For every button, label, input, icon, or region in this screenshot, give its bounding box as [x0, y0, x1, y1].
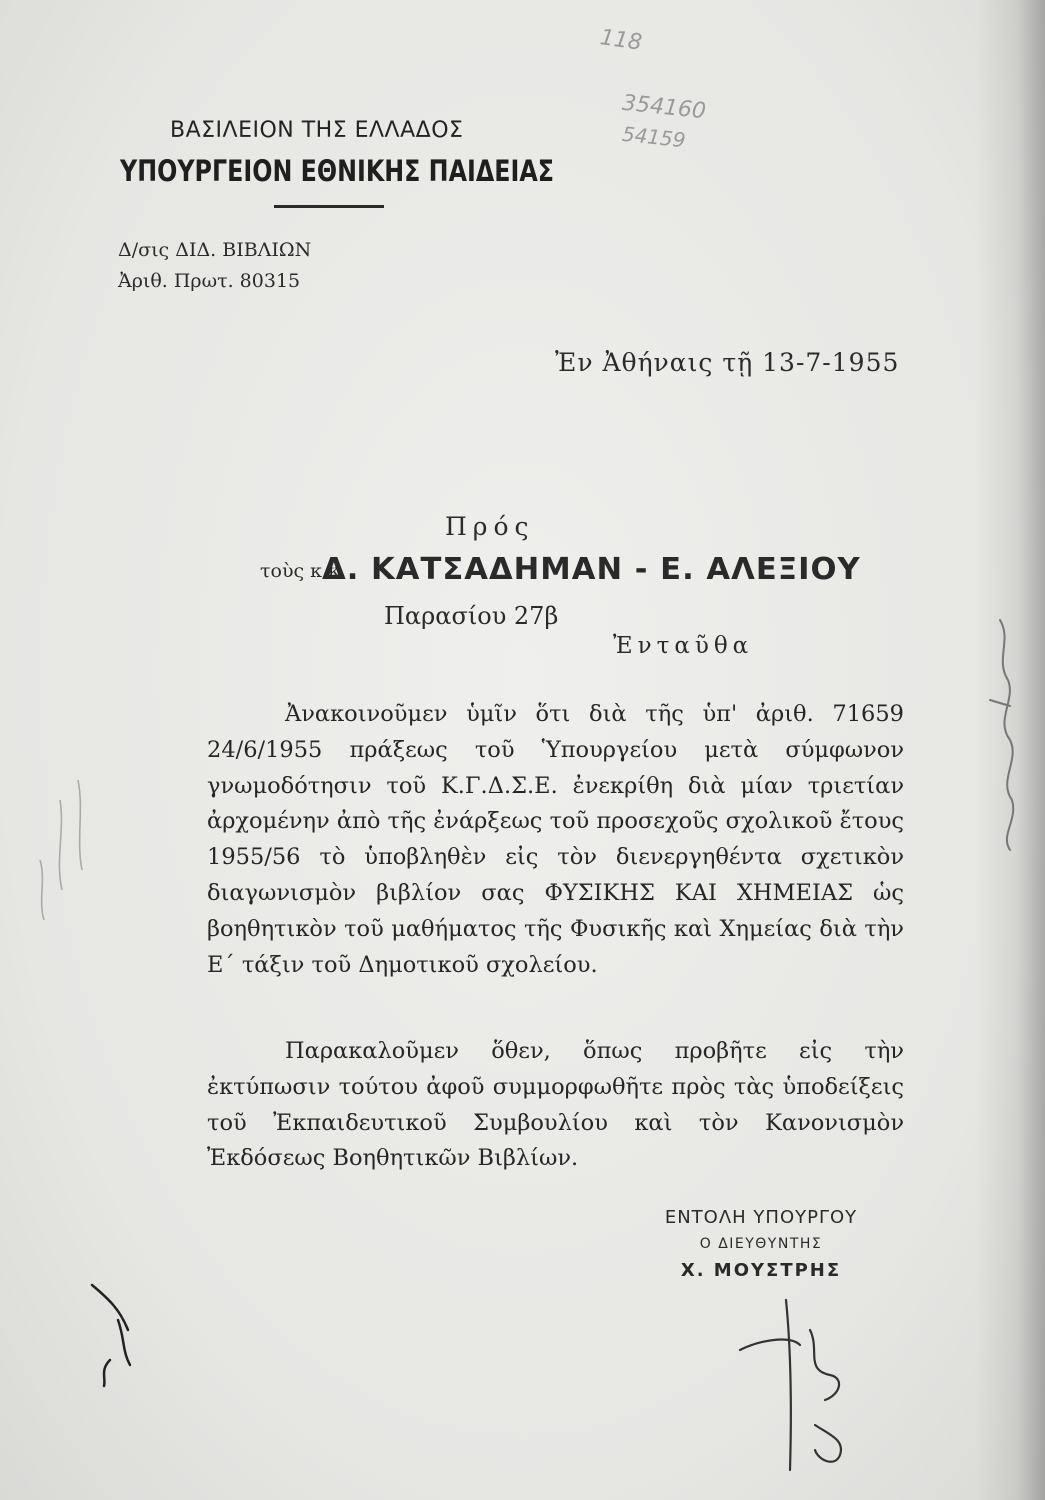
- letterhead-ministry: ΥΠΟΥΡΓΕΙΟΝ ΕΘΝΙΚΗΣ ΠΑΙΔΕΙΑΣ: [120, 154, 554, 188]
- signature-order-line: ΕΝΤΟΛΗ ΥΠΟΥΡΓΟΥ: [664, 1207, 858, 1228]
- reference-protocol: Ἀριθ. Πρωτ. 80315: [118, 270, 301, 292]
- left-margin-notes: [40, 780, 82, 920]
- signature-name: Χ. ΜΟΥΣΤΡΗΣ: [680, 1260, 842, 1281]
- body-paragraph-2-text: Παρακαλοῦμεν ὅθεν, ὅπως προβῆτε εἰς τὴν ἐκτύπωσιν τούτου ἀφοῦ συμμορφωθῆτε πρὸς τὰς ὑποδείξεις τοῦ Ἐκπαιδευτικοῦ Συμβουλίου καὶ τὸν Κανονισμὸν Ἐκδόσεως Βοηθητικῶν Βιβλίων.: [207, 1038, 904, 1172]
- pen-signature: [740, 1300, 841, 1470]
- recipient-city: Ἐνταῦθα: [613, 633, 754, 659]
- body-paragraph-1-text: Ἀνακοινοῦμεν ὑμῖν ὅτι διὰ τῆς ὑπ' ἀριθ. 71659 24/6/1955 πράξεως τοῦ Ὑπουργείου μετὰ σύμφωνον γνωμοδότησιν τοῦ Κ.Γ.Δ.Σ.Ε. ἐνεκρίθη διὰ μίαν τριετίαν ἀρχομένην ἀπὸ τῆς ἐνάρξεως τοῦ προσεχοῦς σχολικοῦ ἔτους 1955/56 τὸ ὑποβληθὲν εἰς τὸν διενεργηθέντα σχετικὸν διαγωνισμὸν βιβλίον σας ΦΥΣΙΚΗΣ ΚΑΙ ΧΗΜΕΙΑΣ ὡς βοηθητικὸν τοῦ μαθήματος τῆς Φυσικῆς καὶ Χημείας διὰ τὴν Ε΄ τάξιν τοῦ Δημοτικοῦ σχολείου.: [207, 701, 904, 978]
- recipient-to: Πρός: [445, 512, 535, 541]
- letterhead-kingdom: ΒΑΣΙΛΕΙΟΝ ΤΗΣ ΕΛΛΑΔΟΣ: [170, 118, 464, 143]
- pencil-archive-number: 118: [598, 25, 644, 56]
- recipient-address: Παρασίου 27β: [384, 602, 559, 630]
- recipient-prefix: τοὺς κ.κ.: [260, 560, 347, 582]
- pencil-archive-number: 354160: [620, 90, 708, 125]
- margin-handwriting: [990, 620, 1013, 850]
- ink-scrawl: [92, 1285, 130, 1386]
- date-line: Ἐν Ἀθήναις τῇ 13-7-1955: [555, 348, 900, 377]
- recipient-names: Δ. ΚΑΤΣΑΔΗΜΑΝ - Ε. ΑΛΕΞΙΟΥ: [322, 552, 861, 587]
- signature-title: Ο ΔΙΕΥΘΥΝΤΗΣ: [699, 1236, 823, 1252]
- pencil-archive-number: 54159: [620, 121, 687, 153]
- reference-directorate: Δ/σις ΔΙΔ. ΒΙΒΛΙΩΝ: [118, 239, 312, 261]
